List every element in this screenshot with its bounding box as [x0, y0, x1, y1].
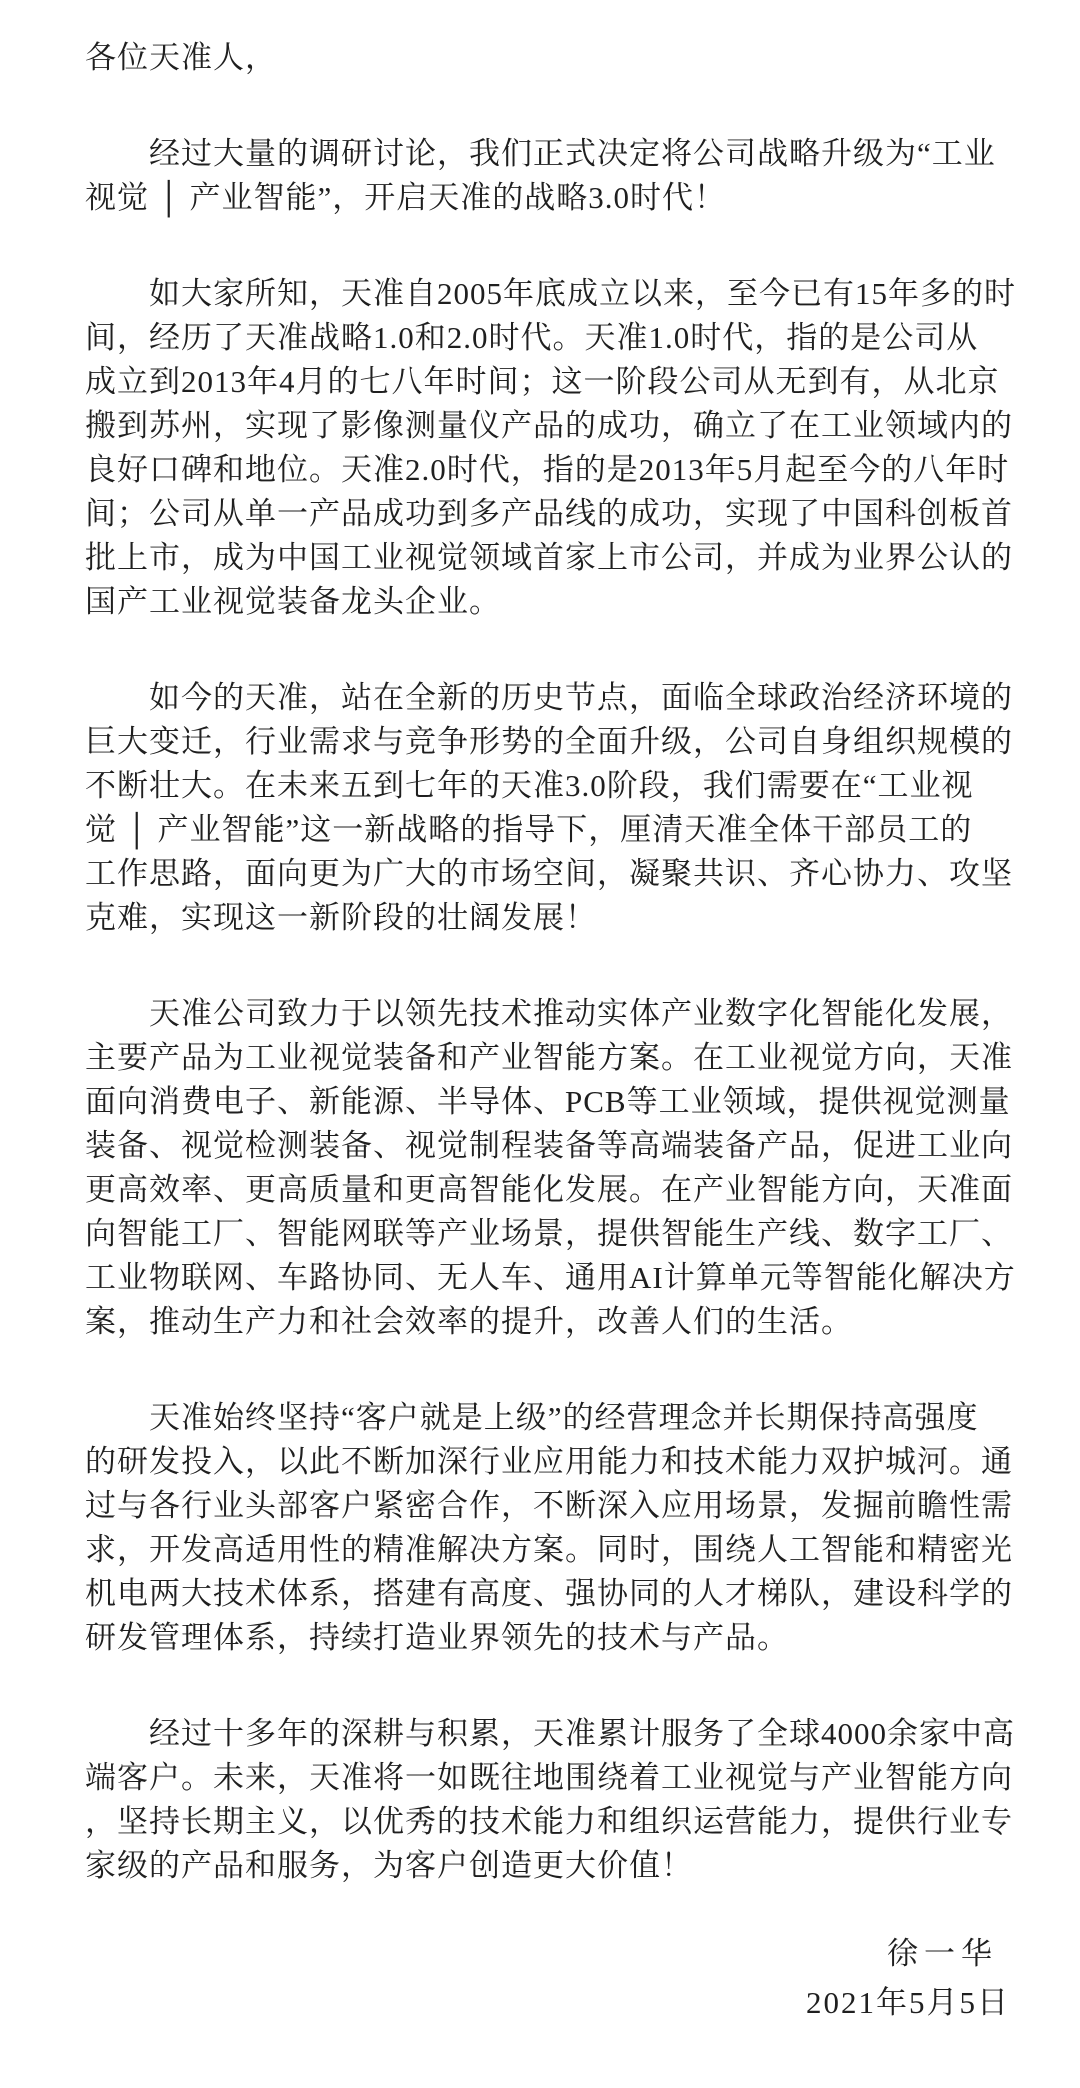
signature-name: 徐一华: [887, 1936, 998, 1971]
paragraph-line: 间，经历了天准战略1.0和2.0时代。天准1.0时代，指的是公司从: [85, 320, 979, 355]
paragraph-line: 经过大量的调研讨论，我们正式决定将公司战略升级为“工业: [149, 136, 996, 171]
paragraph-line: 天准公司致力于以领先技术推动实体产业数字化智能化发展，: [149, 996, 1013, 1031]
paragraph-line: 家级的产品和服务，为客户创造更大价值！: [85, 1848, 693, 1883]
paragraph-line: 研发管理体系，持续打造业界领先的技术与产品。: [85, 1620, 789, 1655]
paragraph-line: 如今的天准，站在全新的历史节点，面临全球政治经济环境的: [149, 680, 1013, 715]
paragraph-line: 克难，实现这一新阶段的壮阔发展！: [85, 900, 597, 935]
paragraph: [85, 132, 1010, 220]
paragraph: [85, 1712, 1015, 1888]
paragraph: [85, 676, 1013, 940]
paragraph-line: 间；公司从单一产品成功到多产品线的成功，实现了中国科创板首: [85, 496, 1013, 531]
paragraph-line: 良好口碑和地位。天准2.0时代，指的是2013年5月起至今的八年时: [85, 452, 1010, 487]
paragraph-line: ，坚持长期主义，以优秀的技术能力和组织运营能力，提供行业专: [85, 1804, 1013, 1839]
paragraph-line: 装备、视觉检测装备、视觉制程装备等高端装备产品，促进工业向: [85, 1128, 1013, 1163]
paragraph-line: 工作思路，面向更为广大的市场空间，凝聚共识、齐心协力、攻坚: [85, 856, 1013, 891]
paragraph-line: 批上市，成为中国工业视觉领域首家上市公司，并成为业界公认的: [85, 540, 1013, 575]
signature-date: 2021年5月5日: [806, 1985, 1010, 2020]
paragraph-line: 向智能工厂、智能网联等产业场景，提供智能生产线、数字工厂、: [85, 1216, 1013, 1251]
paragraph-line: 机电两大技术体系，搭建有高度、强协同的人才梯队，建设科学的: [85, 1576, 1013, 1611]
paragraph-line: 国产工业视觉装备龙头企业。: [85, 584, 501, 619]
paragraph-line: 如大家所知，天准自2005年底成立以来，至今已有15年多的时: [149, 276, 1016, 311]
paragraph-line: 成立到2013年4月的七八年时间；这一阶段公司从无到有，从北京: [85, 364, 1000, 399]
paragraph-line: 端客户。未来，天准将一如既往地围绕着工业视觉与产业智能方向: [85, 1760, 1013, 1795]
paragraph-line: 经过十多年的深耕与积累，天准累计服务了全球4000余家中高: [149, 1716, 1015, 1751]
paragraph-line: 觉 │ 产业智能”这一新战略的指导下，厘清天准全体干部员工的: [85, 812, 973, 847]
signature-block: [85, 1932, 1010, 2025]
letter-body: [85, 132, 1016, 1888]
paragraph-line: 求，开发高适用性的精准解决方案。同时，围绕人工智能和精密光: [85, 1532, 1013, 1567]
paragraph-line: 工业物联网、车路协同、无人车、通用AI计算单元等智能化解决方: [85, 1260, 1016, 1295]
paragraph-line: 面向消费电子、新能源、半导体、PCB等工业领域，提供视觉测量: [85, 1084, 1011, 1119]
paragraph-line: 天准始终坚持“客户就是上级”的经营理念并长期保持高强度: [149, 1400, 979, 1435]
paragraph-line: 不断壮大。在未来五到七年的天准3.0阶段，我们需要在“工业视: [85, 768, 974, 803]
paragraph-line: 主要产品为工业视觉装备和产业智能方案。在工业视觉方向，天准: [85, 1040, 1013, 1075]
paragraph: [85, 272, 1016, 624]
paragraph-line: 巨大变迁，行业需求与竞争形势的全面升级，公司自身组织规模的: [85, 724, 1013, 759]
letter-greeting: 各位天准人，: [85, 40, 277, 75]
paragraph-line: 视觉 │ 产业智能”，开启天准的战略3.0时代！: [85, 180, 726, 215]
paragraph-line: 搬到苏州，实现了影像测量仪产品的成功，确立了在工业领域内的: [85, 408, 1013, 443]
paragraph: [85, 992, 1016, 1344]
paragraph-line: 案，推动生产力和社会效率的提升，改善人们的生活。: [85, 1304, 853, 1339]
paragraph-line: 过与各行业头部客户紧密合作，不断深入应用场景，发掘前瞻性需: [85, 1488, 1013, 1523]
paragraph-line: 更高效率、更高质量和更高智能化发展。在产业智能方向，天准面: [85, 1172, 1013, 1207]
paragraph-line: 的研发投入，以此不断加深行业应用能力和技术能力双护城河。通: [85, 1444, 1013, 1479]
paragraph: [85, 1396, 1013, 1660]
